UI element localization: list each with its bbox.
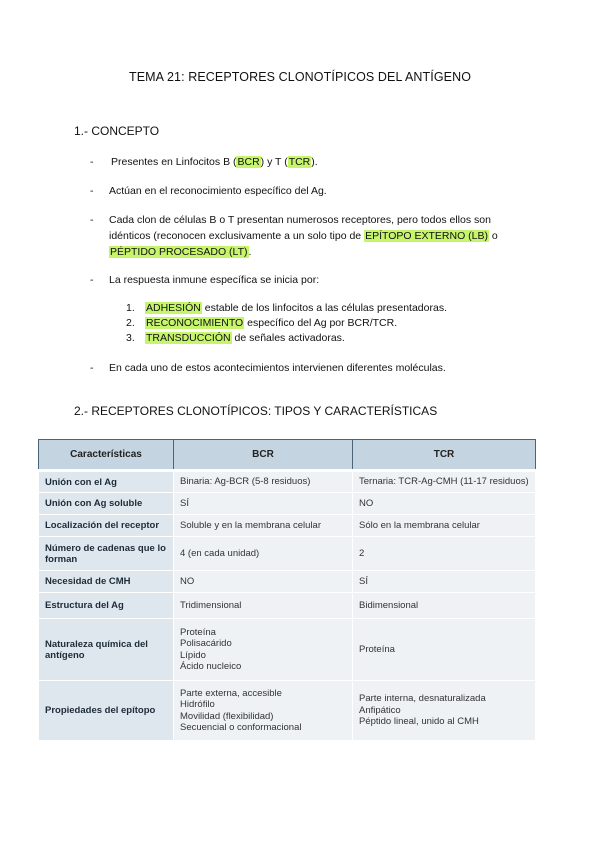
column-header-tcr: TCR [353, 440, 536, 471]
bcr-cell [174, 515, 353, 537]
bullet-text: Actúan en el reconocimiento específico del Ag. [109, 185, 327, 197]
bullet-dash: - [90, 156, 94, 168]
highlight-adhesion: ADHESIÓN [146, 302, 201, 314]
bcr-cell-line: SÍ [180, 497, 189, 509]
bullet-dash: - [90, 214, 94, 226]
bullet-dash: - [90, 362, 94, 374]
section-2-heading: 2.- RECEPTORES CLONOTÍPICOS: TIPOS Y CARACTERÍSTICAS [74, 404, 438, 418]
highlight-tcr: TCR [288, 156, 311, 168]
tcr-cell-line: NO [359, 497, 374, 509]
row-label: Unión con Ag soluble [39, 493, 174, 515]
step-number: 2. [126, 317, 135, 329]
bcr-cell-line: 4 (en cada unidad) [180, 547, 260, 559]
tcr-cell [353, 619, 536, 681]
tcr-cell [353, 493, 536, 515]
bcr-cell [174, 593, 353, 619]
bcr-cell-line: Secuencial o conformacional [180, 722, 302, 733]
bullet-5 [90, 360, 530, 376]
table-row [39, 619, 536, 681]
bullet-text: Presentes en Linfocitos B ( [111, 156, 237, 168]
tcr-cell-line: Proteína [359, 643, 395, 655]
bcr-cell [174, 493, 353, 515]
bcr-cell-line: Soluble y en la membrana celular [180, 519, 321, 531]
table-row [39, 515, 536, 537]
table-row [39, 681, 536, 741]
receptor-comparison-table [38, 439, 536, 741]
tcr-cell-line: Parte interna, desnaturalizada [359, 693, 486, 705]
row-label: Naturaleza química del antígeno [39, 619, 174, 681]
bullet-text: ) y T ( [260, 156, 288, 168]
tcr-cell [353, 571, 536, 593]
step-text: estable de los linfocitos a las células presentadoras. [201, 302, 447, 314]
table-header-row [39, 440, 536, 471]
bullet-text: ). [311, 156, 318, 168]
page-title: TEMA 21: RECEPTORES CLONOTÍPICOS DEL ANTÍGENO [128, 70, 472, 84]
tcr-cell [353, 537, 536, 571]
bcr-cell [174, 537, 353, 571]
bcr-cell-line: Binaria: Ag-BCR (5-8 residuos) [180, 476, 311, 488]
tcr-cell-line: Péptido lineal, unido al CMH [359, 716, 479, 728]
table-row [39, 537, 536, 571]
highlight-transduccion: TRANSDUCCIÓN [146, 332, 231, 344]
table-row [39, 593, 536, 619]
row-label: Propiedades del epítopo [39, 681, 174, 741]
bcr-cell-line: Polisacárido [180, 638, 232, 649]
bcr-cell-line: Proteína [180, 626, 216, 638]
row-label: Número de cadenas que lo forman [39, 537, 174, 571]
tcr-cell-line: Ternaria: TCR-Ag-CMH (11-17 residuos) [359, 476, 529, 488]
tcr-cell-line: Bidimensional [359, 599, 419, 611]
highlight-reconocimiento: RECONOCIMIENTO [146, 317, 244, 329]
step-number: 1. [126, 302, 135, 314]
bcr-cell-line: Parte externa, accesible [180, 687, 282, 699]
bcr-cell-line: NO [180, 575, 195, 587]
bullet-text: Cada clon de células B o T presentan numerosos receptores, pero todos ellos son idénticos (reconocen exclusivamente a un solo tipo de [109, 214, 491, 242]
column-header-bcr: BCR [174, 440, 353, 471]
tcr-cell [353, 681, 536, 741]
row-label: Unión con el Ag [39, 471, 174, 493]
step-2 [126, 316, 397, 331]
bullet-text: . [248, 246, 252, 258]
bullet-2 [90, 183, 530, 199]
step-text: específico del Ag por BCR/TCR. [244, 317, 398, 329]
row-label: Necesidad de CMH [39, 571, 174, 593]
bcr-cell-line: Lípido [180, 649, 206, 661]
step-1 [126, 301, 447, 316]
table-row [39, 493, 536, 515]
row-label: Localización del receptor [39, 515, 174, 537]
bullet-1 [90, 154, 530, 170]
table-row [39, 571, 536, 593]
bcr-cell [174, 471, 353, 493]
tcr-cell-line: Anfipático [359, 704, 401, 716]
bcr-cell [174, 681, 353, 741]
step-number: 3. [126, 332, 135, 344]
table-body [39, 471, 536, 741]
bullet-text: La respuesta inmune específica se inicia por: [109, 274, 320, 286]
highlight-peptide: PÉPTIDO PROCESADO (LT) [110, 246, 248, 258]
step-text: de señales activadoras. [231, 332, 345, 344]
tcr-cell-line: 2 [359, 547, 365, 559]
bcr-cell [174, 619, 353, 681]
bullet-dash: - [90, 185, 94, 197]
bcr-cell [174, 571, 353, 593]
tcr-cell [353, 471, 536, 493]
bullet-3 [90, 212, 530, 260]
bcr-cell-line: Hidrófilo [180, 699, 215, 710]
tcr-cell-line: SÍ [359, 575, 368, 587]
bcr-cell-line: Movilidad (flexibilidad) [180, 710, 274, 722]
tcr-cell [353, 515, 536, 537]
highlight-epitope: EPÍTOPO EXTERNO (LB) [365, 230, 488, 242]
table-row [39, 471, 536, 493]
bcr-cell-line: Ácido nucleico [180, 661, 242, 672]
row-label: Estructura del Ag [39, 593, 174, 619]
step-3 [126, 331, 345, 346]
bullet-4 [90, 272, 530, 288]
bullet-dash: - [90, 274, 94, 286]
bullet-text: En cada uno de estos acontecimientos intervienen diferentes moléculas. [109, 362, 446, 374]
bcr-cell-line: Tridimensional [180, 599, 242, 611]
tcr-cell [353, 593, 536, 619]
tcr-cell-line: Sólo en la membrana celular [359, 519, 480, 531]
highlight-bcr: BCR [237, 156, 260, 168]
column-header-characteristics: Características [39, 440, 174, 471]
section-1-heading: 1.- CONCEPTO [74, 124, 160, 138]
bullet-text: o [489, 230, 498, 242]
